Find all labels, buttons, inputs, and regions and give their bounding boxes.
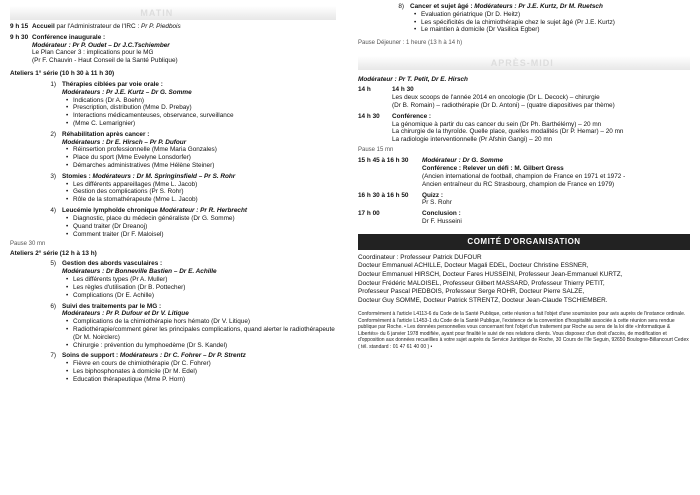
- bullet-item: • Interactions médicamenteuses, observance, surveillance: [73, 112, 336, 120]
- atelier-title-text: Leucémie lymphoïde chronique: [62, 207, 160, 215]
- afternoon-program-2: [358, 157, 690, 226]
- bullet-item: • Radiothérapie/comment gérer les principales complications, quand alerter le radiothérapeute (Dr M. Noirclerc): [73, 326, 336, 342]
- program-row: [358, 113, 690, 144]
- program-title: Conférence :: [392, 112, 432, 120]
- atelier-bullets: [62, 146, 336, 169]
- atelier-moderators: Modérateurs : Pr P. Dufour et Dr V. Litique: [62, 310, 189, 318]
- ateliers-2-list: [10, 260, 336, 383]
- program-time: 14 h: [358, 86, 371, 94]
- atelier-item: [10, 352, 336, 383]
- program-title: Quizz :: [422, 191, 443, 199]
- atelier-title-text: Réhabilitation après cancer :: [62, 130, 150, 138]
- committee-line: Docteur Frédéric MALOISEL, Professeur Gilbert MASSARD, Professeur Thierry PETIT,: [358, 279, 605, 287]
- committee-line: Professeur Pascal PIEDBOIS, Professeur Serge ROHR, Docteur Pierre SALZE,: [358, 288, 585, 296]
- program-text: par l'Administrateur de l'IRC :: [54, 23, 141, 30]
- atelier-moderators: Modérateurs : Pr J.E. Kurtz – Dr G. Somme: [62, 88, 192, 96]
- program-body: [392, 86, 690, 109]
- atelier-title: [62, 260, 336, 268]
- atelier-number: 2): [50, 130, 56, 138]
- program-row: [358, 210, 690, 226]
- bullet-item: • Diagnostic, place du médecin généraliste (Dr G. Somme): [73, 215, 336, 223]
- program-moderator: Modérateur : Pr P. Oudet – Dr J.C.Tschiember: [32, 41, 170, 49]
- morning-header: MATIN: [10, 6, 336, 20]
- atelier-number: 3): [50, 172, 56, 180]
- atelier-title: [62, 303, 336, 311]
- program-title: Conclusion :: [422, 210, 461, 218]
- atelier-item: [10, 173, 336, 204]
- bullet-item: • Complications de la chimiothérapie hors hémato (Dr V. Litique): [73, 318, 336, 326]
- program-time: 9 h 15: [10, 23, 29, 30]
- program-text: La chirurgie de la thyroïde. Quelle place, quelles modalités (Dr P. Hemar) – 20 mn: [392, 128, 624, 136]
- atelier-moderators: Modérateurs : Dr Bonneville Bastien – Dr E. Achille: [62, 268, 217, 276]
- atelier-title-text: Soins de support :: [62, 352, 120, 360]
- program-row: [358, 86, 690, 109]
- atelier-bullets: [62, 181, 336, 204]
- ateliers-1-list: [10, 81, 336, 238]
- bullet-item: • Rôle de la stomathérapeute (Mme L. Jacob): [73, 196, 336, 204]
- atelier-item: [358, 3, 690, 34]
- program-moderator: Modérateur : Dr G. Somme: [422, 157, 503, 165]
- atelier-bullets: [62, 360, 336, 383]
- bullet-item: • Démarches administratives (Mme Hélène Steiner): [73, 162, 336, 170]
- program-text: (Dr B. Romain) – radiothérapie (Dr D. Antoni) – (quatre diapositives par thème): [392, 102, 615, 109]
- atelier-item: [10, 303, 336, 350]
- program-text: (Pr F. Chauvin - Haut Conseil de la Santé Publique): [32, 57, 178, 65]
- bullet-item: • Comment traiter (Dr F. Maloisel): [73, 231, 336, 239]
- atelier-number: 4): [50, 207, 56, 215]
- program-title: Conférence : Relever un défi : M. Gilbert Gress: [422, 165, 564, 173]
- pause-lunch: Pause Déjeuner : 1 heure (13 h à 14 h): [358, 40, 463, 47]
- atelier-moderators: Modérateurs : Pr J.E. Kurtz, Dr M. Ruetsch: [474, 3, 603, 10]
- program-text: La génomique à partir du cas cancer du sein (Dr Ph. Barthélémy) – 20 mn: [392, 120, 602, 128]
- program-text: (Ancien international de football, champion de France en 1971 et 1972 -: [422, 173, 626, 180]
- atelier-moderators: Modérateurs : Dr M. Springinsfield – Pr S. Rohr: [92, 172, 236, 180]
- program-time: 17 h 00: [358, 210, 380, 218]
- atelier-title-text: Gestion des abords vasculaires :: [62, 260, 163, 268]
- bullet-item: • Prescription, distribution (Mme D. Prebay): [73, 104, 336, 112]
- atelier-body: [60, 260, 336, 299]
- left-column: [10, 0, 336, 384]
- program-text: Pr S. Rohr: [422, 199, 452, 207]
- committee-box: [358, 234, 690, 351]
- bullet-item: • Gestion des complications (Pr S. Rohr): [73, 188, 336, 196]
- program-time: 14 h 30: [358, 112, 380, 120]
- atelier-number: 6): [50, 302, 56, 310]
- program-body: [422, 157, 690, 188]
- program-time: 15 h 45 à 16 h 30: [358, 157, 409, 165]
- atelier-body: [408, 3, 690, 34]
- atelier-item: [10, 260, 336, 299]
- committee-line: Docteur Emmanuel HIRSCH, Docteur Fares HUSSEINI, Professeur Jean-Emmanuel KURTZ,: [358, 270, 623, 278]
- atelier-title-text: Cancer et sujet âgé :: [410, 3, 475, 10]
- atelier-bullets: [62, 276, 336, 299]
- program-title: 14 h 30: [392, 86, 414, 94]
- bullet-item: • Les différents types (Pr A. Muller): [73, 276, 336, 284]
- atelier-title: [62, 173, 336, 181]
- program-row: [358, 192, 690, 208]
- right-column: [358, 0, 690, 350]
- atelier-title: [62, 81, 336, 89]
- program-time: 9 h 30: [10, 33, 29, 41]
- atelier-8: [358, 3, 690, 34]
- committee-line: Docteur Guy SOMME, Docteur Patrick STRENTZ, Docteur Jean-Claude TSCHIEMBER.: [358, 296, 608, 304]
- bullet-item: • Fièvre en cours de chimiothérapie (Dr C. Fohrer): [73, 360, 336, 368]
- atelier-title-text: Thérapies ciblées par voie orale :: [62, 80, 163, 88]
- atelier-item: [10, 81, 336, 128]
- bullet-item: • Le maintien à domicile (Dr Vasilica Egber): [421, 26, 690, 34]
- atelier-bullets: [62, 97, 336, 128]
- program-body: [422, 210, 690, 226]
- bullet-item: • Les biphosphonates à domicile (Dr M. Edel): [73, 368, 336, 376]
- atelier-title-text: Stomies :: [62, 172, 93, 180]
- program-bold: Accueil: [32, 23, 55, 30]
- atelier-title: [62, 207, 336, 215]
- atelier-item: [10, 131, 336, 170]
- program-text: La radiologie interventionnelle (Pr Afshin Gangi) – 20 mn: [392, 136, 553, 144]
- atelier-number: 7): [50, 352, 56, 360]
- bullet-item: • Quand traiter (Dr Dreanoj): [73, 223, 336, 231]
- atelier-body: [60, 352, 336, 383]
- bullet-item: • Les règles d'utilisation (Dr B. Pottecher): [73, 284, 336, 292]
- program-body: [32, 34, 336, 65]
- bullet-item: • Les différents appareillages (Mme L. Jacob): [73, 181, 336, 189]
- afternoon-program: [358, 86, 690, 144]
- program-row: [10, 23, 336, 31]
- atelier-title-text: Suivi des traitements par le MG :: [62, 302, 162, 310]
- program-row: [358, 157, 690, 188]
- program-body: [32, 23, 336, 31]
- atelier-item: [10, 207, 336, 238]
- committee-line: Coordinateur : Professeur Patrick DUFOUR: [358, 253, 482, 261]
- program-line: [32, 23, 336, 31]
- atelier-moderators: Modérateurs : Dr E. Hirsch – Pr P. Dufour: [62, 138, 187, 146]
- bullet-item: • Réinsertion professionnelle (Mme Maria Gonzales): [73, 146, 336, 154]
- program-body: [392, 113, 690, 144]
- pause-30: Pause 30 mn: [10, 241, 46, 248]
- atelier-bullets: [62, 215, 336, 238]
- legal-notice: Conformément à l'article L4113-6 du Code de la Santé Publique, cette réunion a fait l'objet d'une soumission pour avis auprès de l'instance ordinale. Conformément à l'article L1453-1 du Code de la Santé Publique, l'existence de la convention d'hospitalité associée à cette réunion sera rendue publique par Roche. • Les données personnelles vous concernant font l'objet d'un traitement par Roche au sens de la loi dite «Informatique & Libertés» du 6 janvier 1978 modifiée, ayant pour finalité le suivi de nos relations clients. Vous disposez d'un droit d'accès, de modification et d'opposition aux données recueillies à votre sujet auprès du Service Juridique de Roche, 30 Cours de l'Ile Seguin, 92650 Boulogne-Billancourt Cedex ( tél. standard : 01 47 61 40 00 ) •: [358, 311, 689, 350]
- program-text: Ancien entraîneur du RC Strasbourg, champion de France en 1979): [422, 180, 615, 188]
- atelier-number: 5): [50, 260, 56, 268]
- atelier-body: [60, 131, 336, 170]
- program-row: [10, 34, 336, 65]
- committee-line: Docteur Emmanuel ACHILLE, Docteur Magali EDEL, Docteur Christine ESSNER,: [358, 262, 589, 270]
- bullet-item: • (Mme C. Lemarignier): [73, 120, 336, 128]
- ateliers-2-title: Ateliers 2° série (12 h à 13 h): [10, 249, 97, 257]
- bullet-item: • Chirurgie : prévention du lymphoedème (Dr S. Kandel): [73, 342, 336, 350]
- atelier-title: [410, 3, 690, 11]
- atelier-body: [60, 173, 336, 204]
- morning-program: [10, 23, 336, 65]
- ateliers-1-title: Ateliers 1° série (10 h 30 à 11 h 30): [10, 70, 115, 78]
- atelier-body: [60, 207, 336, 238]
- program-title: Conférence inaugurale :: [32, 33, 106, 41]
- atelier-number: 1): [50, 80, 56, 88]
- bullet-item: • Indications (Dr A. Boehn): [73, 97, 336, 105]
- bullet-item: • Education thérapeutique (Mme P. Horn): [73, 376, 336, 384]
- atelier-moderators: Modérateurs : Dr C. Fohrer – Dr P. Strentz: [119, 352, 246, 360]
- bullet-item: • Evaluation gériatrique (Dr D. Heitz): [421, 11, 690, 19]
- atelier-bullets: [410, 11, 690, 34]
- atelier-title: [62, 352, 336, 360]
- program-time: 16 h 30 à 16 h 50: [358, 191, 409, 199]
- atelier-body: [60, 303, 336, 350]
- atelier-title: [62, 131, 336, 139]
- atelier-body: [60, 81, 336, 128]
- bullet-item: • Complications (Dr E. Achille): [73, 292, 336, 300]
- afternoon-header: APRÈS-MIDI: [358, 56, 690, 70]
- committee-list: [358, 254, 690, 306]
- atelier-bullets: [62, 318, 336, 349]
- committee-title: COMITÉ D'ORGANISATION: [358, 234, 690, 250]
- program-text: Le Plan Cancer 3 : implications pour le MG: [32, 49, 154, 57]
- atelier-moderators: Modérateur : Pr R. Herbrecht: [159, 207, 248, 215]
- program-body: [422, 192, 690, 208]
- program-text: Les deux scoops de l'année 2014 en oncologie (Dr L. Decock) – chirurgie: [392, 94, 600, 102]
- program-text: Dr F. Husseini: [422, 218, 462, 226]
- atelier-number: 8): [398, 3, 404, 10]
- bullet-item: • Les spécificités de la chimiothérapie chez le sujet âgé (Pr J.E. Kurtz): [421, 19, 690, 27]
- pause-15: Pause 15 mn: [358, 147, 394, 154]
- bullet-item: • Place du sport (Mme Evelyne Lonsdorfer): [73, 154, 336, 162]
- program-person: Pr P. Piedbois: [141, 23, 181, 30]
- afternoon-moderator: Modérateur : Pr T. Petit, Dr E. Hirsch: [358, 75, 468, 83]
